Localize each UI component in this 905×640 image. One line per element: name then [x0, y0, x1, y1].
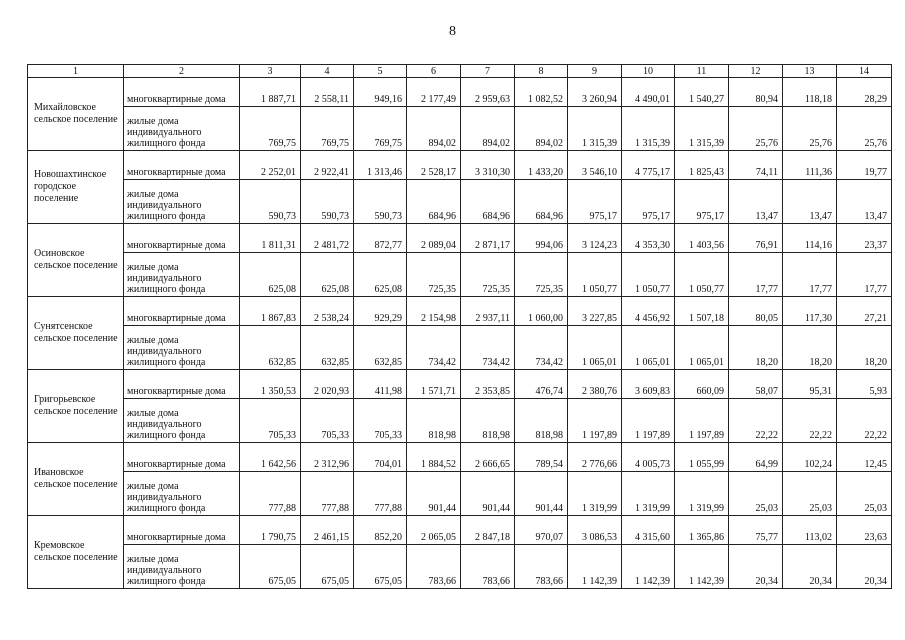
value-cell: 725,35 [461, 253, 515, 297]
value-cell: 1 050,77 [568, 253, 622, 297]
value-cell: 2 020,93 [301, 370, 354, 399]
housing-type: жилые дома индивидуального жилищного фонда [124, 326, 240, 370]
housing-type: жилые дома индивидуального жилищного фонда [124, 180, 240, 224]
value-cell: 18,20 [729, 326, 783, 370]
value-cell: 1 319,99 [675, 472, 729, 516]
value-cell: 1 142,39 [568, 545, 622, 589]
value-cell: 4 353,30 [622, 224, 675, 253]
housing-type: многоквартирные дома [124, 151, 240, 180]
value-cell: 901,44 [515, 472, 568, 516]
value-cell: 2 312,96 [301, 443, 354, 472]
value-cell: 74,11 [729, 151, 783, 180]
value-cell: 4 775,17 [622, 151, 675, 180]
value-cell: 80,94 [729, 78, 783, 107]
value-cell: 929,29 [354, 297, 407, 326]
table-row [28, 297, 892, 326]
column-number: 6 [407, 65, 461, 78]
value-cell: 725,35 [515, 253, 568, 297]
value-cell: 25,76 [783, 107, 837, 151]
column-number: 5 [354, 65, 407, 78]
value-cell: 1 315,39 [568, 107, 622, 151]
value-cell: 1 571,71 [407, 370, 461, 399]
value-cell: 1 433,20 [515, 151, 568, 180]
value-cell: 1 884,52 [407, 443, 461, 472]
value-cell: 75,77 [729, 516, 783, 545]
value-cell: 111,36 [783, 151, 837, 180]
value-cell: 818,98 [407, 399, 461, 443]
column-number: 2 [124, 65, 240, 78]
value-cell: 777,88 [354, 472, 407, 516]
table-row [28, 399, 892, 443]
value-cell: 28,29 [837, 78, 892, 107]
value-cell: 17,77 [729, 253, 783, 297]
table-row [28, 472, 892, 516]
value-cell: 17,77 [837, 253, 892, 297]
value-cell: 2 481,72 [301, 224, 354, 253]
value-cell: 852,20 [354, 516, 407, 545]
value-cell: 95,31 [783, 370, 837, 399]
value-cell: 25,03 [783, 472, 837, 516]
page-number: 8 [449, 24, 456, 39]
value-cell: 632,85 [354, 326, 407, 370]
value-cell: 17,77 [783, 253, 837, 297]
value-cell: 2 177,49 [407, 78, 461, 107]
value-cell: 1 825,43 [675, 151, 729, 180]
value-cell: 3 260,94 [568, 78, 622, 107]
value-cell: 894,02 [407, 107, 461, 151]
value-cell: 1 050,77 [675, 253, 729, 297]
value-cell: 4 490,01 [622, 78, 675, 107]
value-cell: 114,16 [783, 224, 837, 253]
value-cell: 1 313,46 [354, 151, 407, 180]
value-cell: 975,17 [675, 180, 729, 224]
settlement-name: Кремовское сельское поселение [28, 516, 124, 589]
settlement-name: Ивановское сельское поселение [28, 443, 124, 516]
value-cell: 1 065,01 [675, 326, 729, 370]
table-row [28, 443, 892, 472]
table-row [28, 180, 892, 224]
housing-type: многоквартирные дома [124, 78, 240, 107]
table-row [28, 253, 892, 297]
value-cell: 3 124,23 [568, 224, 622, 253]
table-body [28, 65, 892, 589]
value-cell: 1 642,56 [240, 443, 301, 472]
value-cell: 1 811,31 [240, 224, 301, 253]
column-number: 10 [622, 65, 675, 78]
value-cell: 20,34 [837, 545, 892, 589]
value-cell: 2 065,05 [407, 516, 461, 545]
value-cell: 2 252,01 [240, 151, 301, 180]
value-cell: 1 350,53 [240, 370, 301, 399]
value-cell: 22,22 [729, 399, 783, 443]
value-cell: 19,77 [837, 151, 892, 180]
value-cell: 783,66 [515, 545, 568, 589]
value-cell: 2 871,17 [461, 224, 515, 253]
table-row [28, 224, 892, 253]
value-cell: 23,63 [837, 516, 892, 545]
value-cell: 734,42 [461, 326, 515, 370]
value-cell: 2 776,66 [568, 443, 622, 472]
value-cell: 769,75 [354, 107, 407, 151]
value-cell: 734,42 [407, 326, 461, 370]
value-cell: 25,76 [837, 107, 892, 151]
value-cell: 64,99 [729, 443, 783, 472]
value-cell: 783,66 [461, 545, 515, 589]
value-cell: 1 540,27 [675, 78, 729, 107]
value-cell: 4 005,73 [622, 443, 675, 472]
value-cell: 1 507,18 [675, 297, 729, 326]
table-row [28, 78, 892, 107]
value-cell: 1 867,83 [240, 297, 301, 326]
column-number: 14 [837, 65, 892, 78]
value-cell: 684,96 [461, 180, 515, 224]
value-cell: 3 086,53 [568, 516, 622, 545]
column-number-row [28, 65, 892, 78]
value-cell: 660,09 [675, 370, 729, 399]
housing-type: жилые дома индивидуального жилищного фонда [124, 472, 240, 516]
value-cell: 411,98 [354, 370, 407, 399]
value-cell: 675,05 [301, 545, 354, 589]
settlement-name: Михайловское сельское поселение [28, 78, 124, 151]
value-cell: 2 558,11 [301, 78, 354, 107]
value-cell: 1 142,39 [622, 545, 675, 589]
value-cell: 113,02 [783, 516, 837, 545]
table-row [28, 516, 892, 545]
value-cell: 2 538,24 [301, 297, 354, 326]
column-number: 9 [568, 65, 622, 78]
value-cell: 3 546,10 [568, 151, 622, 180]
value-cell: 1 887,71 [240, 78, 301, 107]
value-cell: 25,03 [729, 472, 783, 516]
value-cell: 901,44 [407, 472, 461, 516]
value-cell: 975,17 [568, 180, 622, 224]
value-cell: 12,45 [837, 443, 892, 472]
value-cell: 2 847,18 [461, 516, 515, 545]
value-cell: 1 065,01 [622, 326, 675, 370]
value-cell: 2 666,65 [461, 443, 515, 472]
value-cell: 1 142,39 [675, 545, 729, 589]
column-number: 3 [240, 65, 301, 78]
housing-type: многоквартирные дома [124, 516, 240, 545]
value-cell: 734,42 [515, 326, 568, 370]
housing-type: жилые дома индивидуального жилищного фонда [124, 107, 240, 151]
table-row [28, 326, 892, 370]
housing-type: многоквартирные дома [124, 443, 240, 472]
value-cell: 705,33 [240, 399, 301, 443]
value-cell: 632,85 [240, 326, 301, 370]
value-cell: 1 065,01 [568, 326, 622, 370]
settlement-name: Новошахтинское городское поселение [28, 151, 124, 224]
value-cell: 13,47 [837, 180, 892, 224]
column-number: 8 [515, 65, 568, 78]
value-cell: 872,77 [354, 224, 407, 253]
housing-type: многоквартирные дома [124, 224, 240, 253]
settlement-name: Сунятсенское сельское поселение [28, 297, 124, 370]
value-cell: 590,73 [301, 180, 354, 224]
value-cell: 1 197,89 [568, 399, 622, 443]
column-number: 1 [28, 65, 124, 78]
value-cell: 894,02 [515, 107, 568, 151]
value-cell: 4 456,92 [622, 297, 675, 326]
value-cell: 1 050,77 [622, 253, 675, 297]
value-cell: 818,98 [515, 399, 568, 443]
value-cell: 789,54 [515, 443, 568, 472]
value-cell: 4 315,60 [622, 516, 675, 545]
table-row [28, 545, 892, 589]
value-cell: 684,96 [407, 180, 461, 224]
value-cell: 18,20 [837, 326, 892, 370]
value-cell: 1 790,75 [240, 516, 301, 545]
value-cell: 2 959,63 [461, 78, 515, 107]
value-cell: 704,01 [354, 443, 407, 472]
housing-type: многоквартирные дома [124, 297, 240, 326]
value-cell: 1 315,39 [622, 107, 675, 151]
value-cell: 590,73 [354, 180, 407, 224]
value-cell: 705,33 [354, 399, 407, 443]
value-cell: 769,75 [240, 107, 301, 151]
value-cell: 2 922,41 [301, 151, 354, 180]
value-cell: 22,22 [783, 399, 837, 443]
value-cell: 1 060,00 [515, 297, 568, 326]
value-cell: 1 082,52 [515, 78, 568, 107]
tariff-table [27, 64, 892, 589]
value-cell: 1 315,39 [675, 107, 729, 151]
column-number: 13 [783, 65, 837, 78]
value-cell: 5,93 [837, 370, 892, 399]
value-cell: 1 197,89 [622, 399, 675, 443]
column-number: 4 [301, 65, 354, 78]
value-cell: 102,24 [783, 443, 837, 472]
table-row [28, 151, 892, 180]
value-cell: 27,21 [837, 297, 892, 326]
value-cell: 625,08 [301, 253, 354, 297]
value-cell: 20,34 [783, 545, 837, 589]
value-cell: 1 319,99 [568, 472, 622, 516]
value-cell: 22,22 [837, 399, 892, 443]
settlement-name: Григорьевское сельское поселение [28, 370, 124, 443]
value-cell: 625,08 [240, 253, 301, 297]
value-cell: 675,05 [240, 545, 301, 589]
value-cell: 20,34 [729, 545, 783, 589]
value-cell: 769,75 [301, 107, 354, 151]
value-cell: 76,91 [729, 224, 783, 253]
value-cell: 994,06 [515, 224, 568, 253]
value-cell: 476,74 [515, 370, 568, 399]
value-cell: 25,76 [729, 107, 783, 151]
value-cell: 18,20 [783, 326, 837, 370]
value-cell: 117,30 [783, 297, 837, 326]
value-cell: 2 528,17 [407, 151, 461, 180]
table-row [28, 107, 892, 151]
value-cell: 118,18 [783, 78, 837, 107]
value-cell: 2 937,11 [461, 297, 515, 326]
value-cell: 2 461,15 [301, 516, 354, 545]
value-cell: 25,03 [837, 472, 892, 516]
value-cell: 2 353,85 [461, 370, 515, 399]
value-cell: 783,66 [407, 545, 461, 589]
value-cell: 894,02 [461, 107, 515, 151]
column-number: 12 [729, 65, 783, 78]
value-cell: 3 310,30 [461, 151, 515, 180]
value-cell: 970,07 [515, 516, 568, 545]
value-cell: 725,35 [407, 253, 461, 297]
settlement-name: Осиновское сельское поселение [28, 224, 124, 297]
housing-type: жилые дома индивидуального жилищного фонда [124, 399, 240, 443]
value-cell: 777,88 [240, 472, 301, 516]
value-cell: 901,44 [461, 472, 515, 516]
value-cell: 1 403,56 [675, 224, 729, 253]
column-number: 7 [461, 65, 515, 78]
value-cell: 2 089,04 [407, 224, 461, 253]
value-cell: 13,47 [783, 180, 837, 224]
value-cell: 675,05 [354, 545, 407, 589]
value-cell: 1 365,86 [675, 516, 729, 545]
value-cell: 590,73 [240, 180, 301, 224]
value-cell: 632,85 [301, 326, 354, 370]
value-cell: 13,47 [729, 180, 783, 224]
housing-type: жилые дома индивидуального жилищного фонда [124, 253, 240, 297]
value-cell: 1 055,99 [675, 443, 729, 472]
value-cell: 2 380,76 [568, 370, 622, 399]
housing-type: жилые дома индивидуального жилищного фонда [124, 545, 240, 589]
table-row [28, 370, 892, 399]
value-cell: 2 154,98 [407, 297, 461, 326]
value-cell: 975,17 [622, 180, 675, 224]
housing-type: многоквартирные дома [124, 370, 240, 399]
value-cell: 3 609,83 [622, 370, 675, 399]
value-cell: 3 227,85 [568, 297, 622, 326]
value-cell: 777,88 [301, 472, 354, 516]
column-number: 11 [675, 65, 729, 78]
value-cell: 1 197,89 [675, 399, 729, 443]
value-cell: 684,96 [515, 180, 568, 224]
value-cell: 1 319,99 [622, 472, 675, 516]
value-cell: 818,98 [461, 399, 515, 443]
value-cell: 80,05 [729, 297, 783, 326]
value-cell: 705,33 [301, 399, 354, 443]
value-cell: 625,08 [354, 253, 407, 297]
value-cell: 949,16 [354, 78, 407, 107]
value-cell: 58,07 [729, 370, 783, 399]
value-cell: 23,37 [837, 224, 892, 253]
